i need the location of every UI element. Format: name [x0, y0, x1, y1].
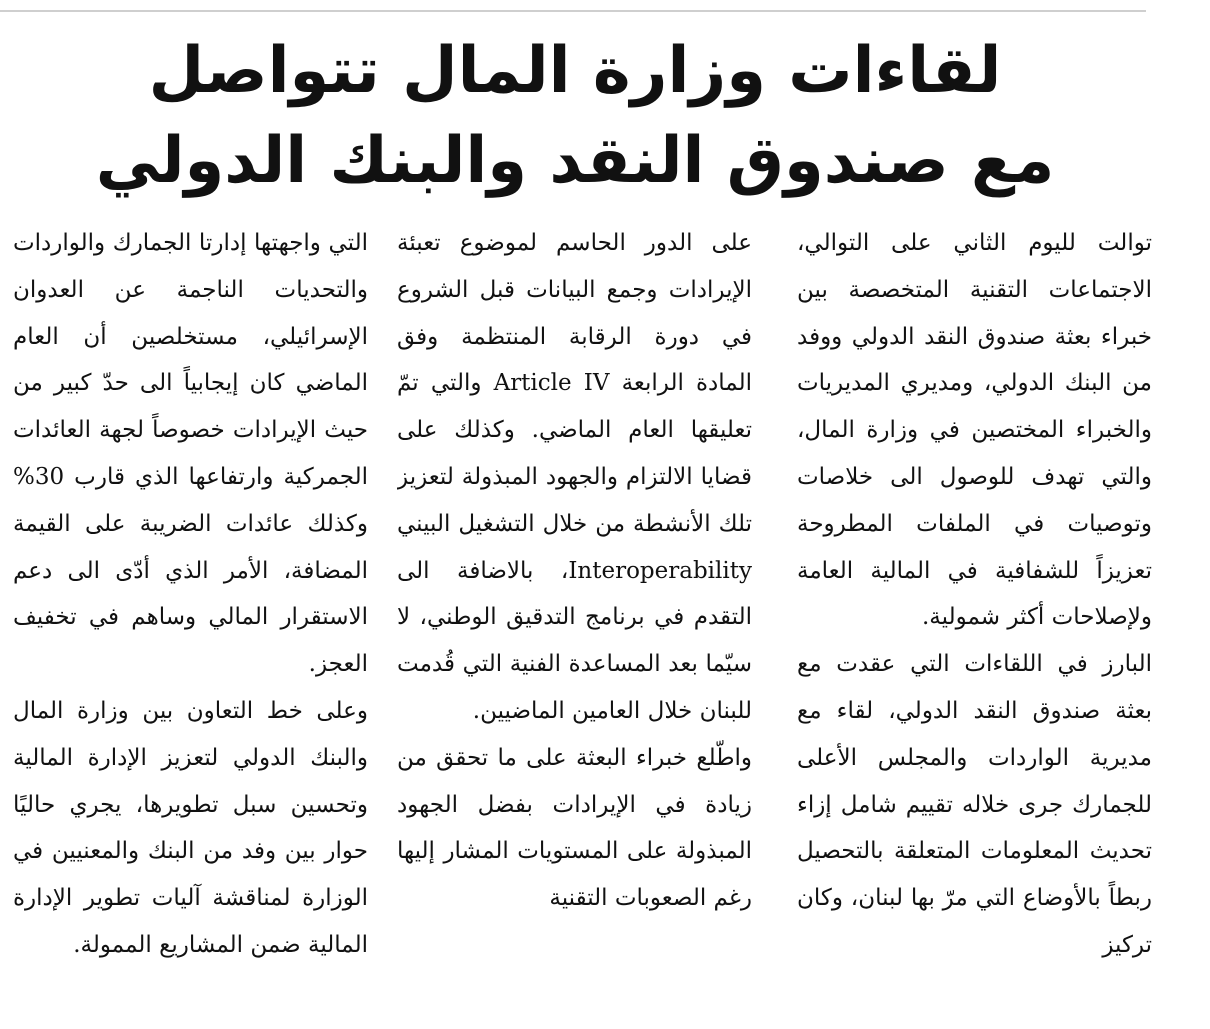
article-column-2	[397, 220, 752, 1020]
article-column-1	[797, 220, 1152, 1020]
headline-line-1: لقاءات وزارة المال تتواصل	[148, 34, 1002, 108]
paragraph: على الدور الحاسم لموضوع تعبئة الإيرادات وجمع البيانات قبل الشروع في دورة الرقابة المنتظمة وفق المادة الرابعة Article IV والتي تمّ تعليقها العام الماضي. وكذلك على قضايا الالتزام والجهود المبذولة لتعزيز تلك الأنشطة من خلال التشغيل البيني Interoperability، بالاضافة الى التقدم في برنامج التدقيق الوطني، لا سيّما بعد المساعدة الفنية التي قُدمت للبنان خلال العامين الماضيين.	[397, 230, 752, 724]
article-column-3	[13, 220, 368, 1020]
paragraph: التي واجهتها إدارتا الجمارك والواردات والتحديات الناجمة عن العدوان الإسرائيلي، مستخلصين أن العام الماضي كان إيجابياً الى حدّ كبير من حيث الإيرادات خصوصاً لجهة العائدات الجمركية وارتفاعها الذي قارب 30% وكذلك عائدات الضريبة على القيمة المضافة، الأمر الذي أدّى الى دعم الاستقرار المالي وساهم في تخفيف العجز.	[13, 230, 368, 678]
top-divider-rule	[0, 10, 1146, 12]
paragraph: البارز في اللقاءات التي عقدت مع بعثة صندوق النقد الدولي، لقاء مع مديرية الواردات والمجلس الأعلى للجمارك جرى خلاله تقييم شامل إزاء تحديث المعلومات المتعلقة بالتحصيل ربطاً بالأوضاع التي مرّ بها لبنان، وكان تركيز	[797, 651, 1152, 958]
paragraph: واطّلع خبراء البعثة على ما تحقق من زيادة في الإيرادات بفضل الجهود المبذولة على المستويات المشار إليها رغم الصعوبات التقنية	[397, 744, 752, 912]
paragraph: توالت لليوم الثاني على التوالي، الاجتماعات التقنية المتخصصة بين خبراء بعثة صندوق النقد الدولي ووفد من البنك الدولي، ومديري المديريات والخبراء المختصين في وزارة المال، والتي تهدف للوصول الى خلاصات وتوصيات في الملفات المطروحة تعزيزاً للشفافية في المالية العامة ولإصلاحات أكثر شمولية.	[797, 230, 1152, 631]
article-headline	[20, 26, 1130, 206]
paragraph: وعلى خط التعاون بين وزارة المال والبنك الدولي لتعزيز الإدارة المالية وتحسين سبل تطويرها، يجري حاليًا حوار بين وفد من البنك والمعنيين في الوزارة لمناقشة آليات تطوير الإدارة المالية ضمن المشاريع الممولة.	[13, 697, 368, 958]
headline-line-2: مع صندوق النقد والبنك الدولي	[95, 124, 1055, 198]
